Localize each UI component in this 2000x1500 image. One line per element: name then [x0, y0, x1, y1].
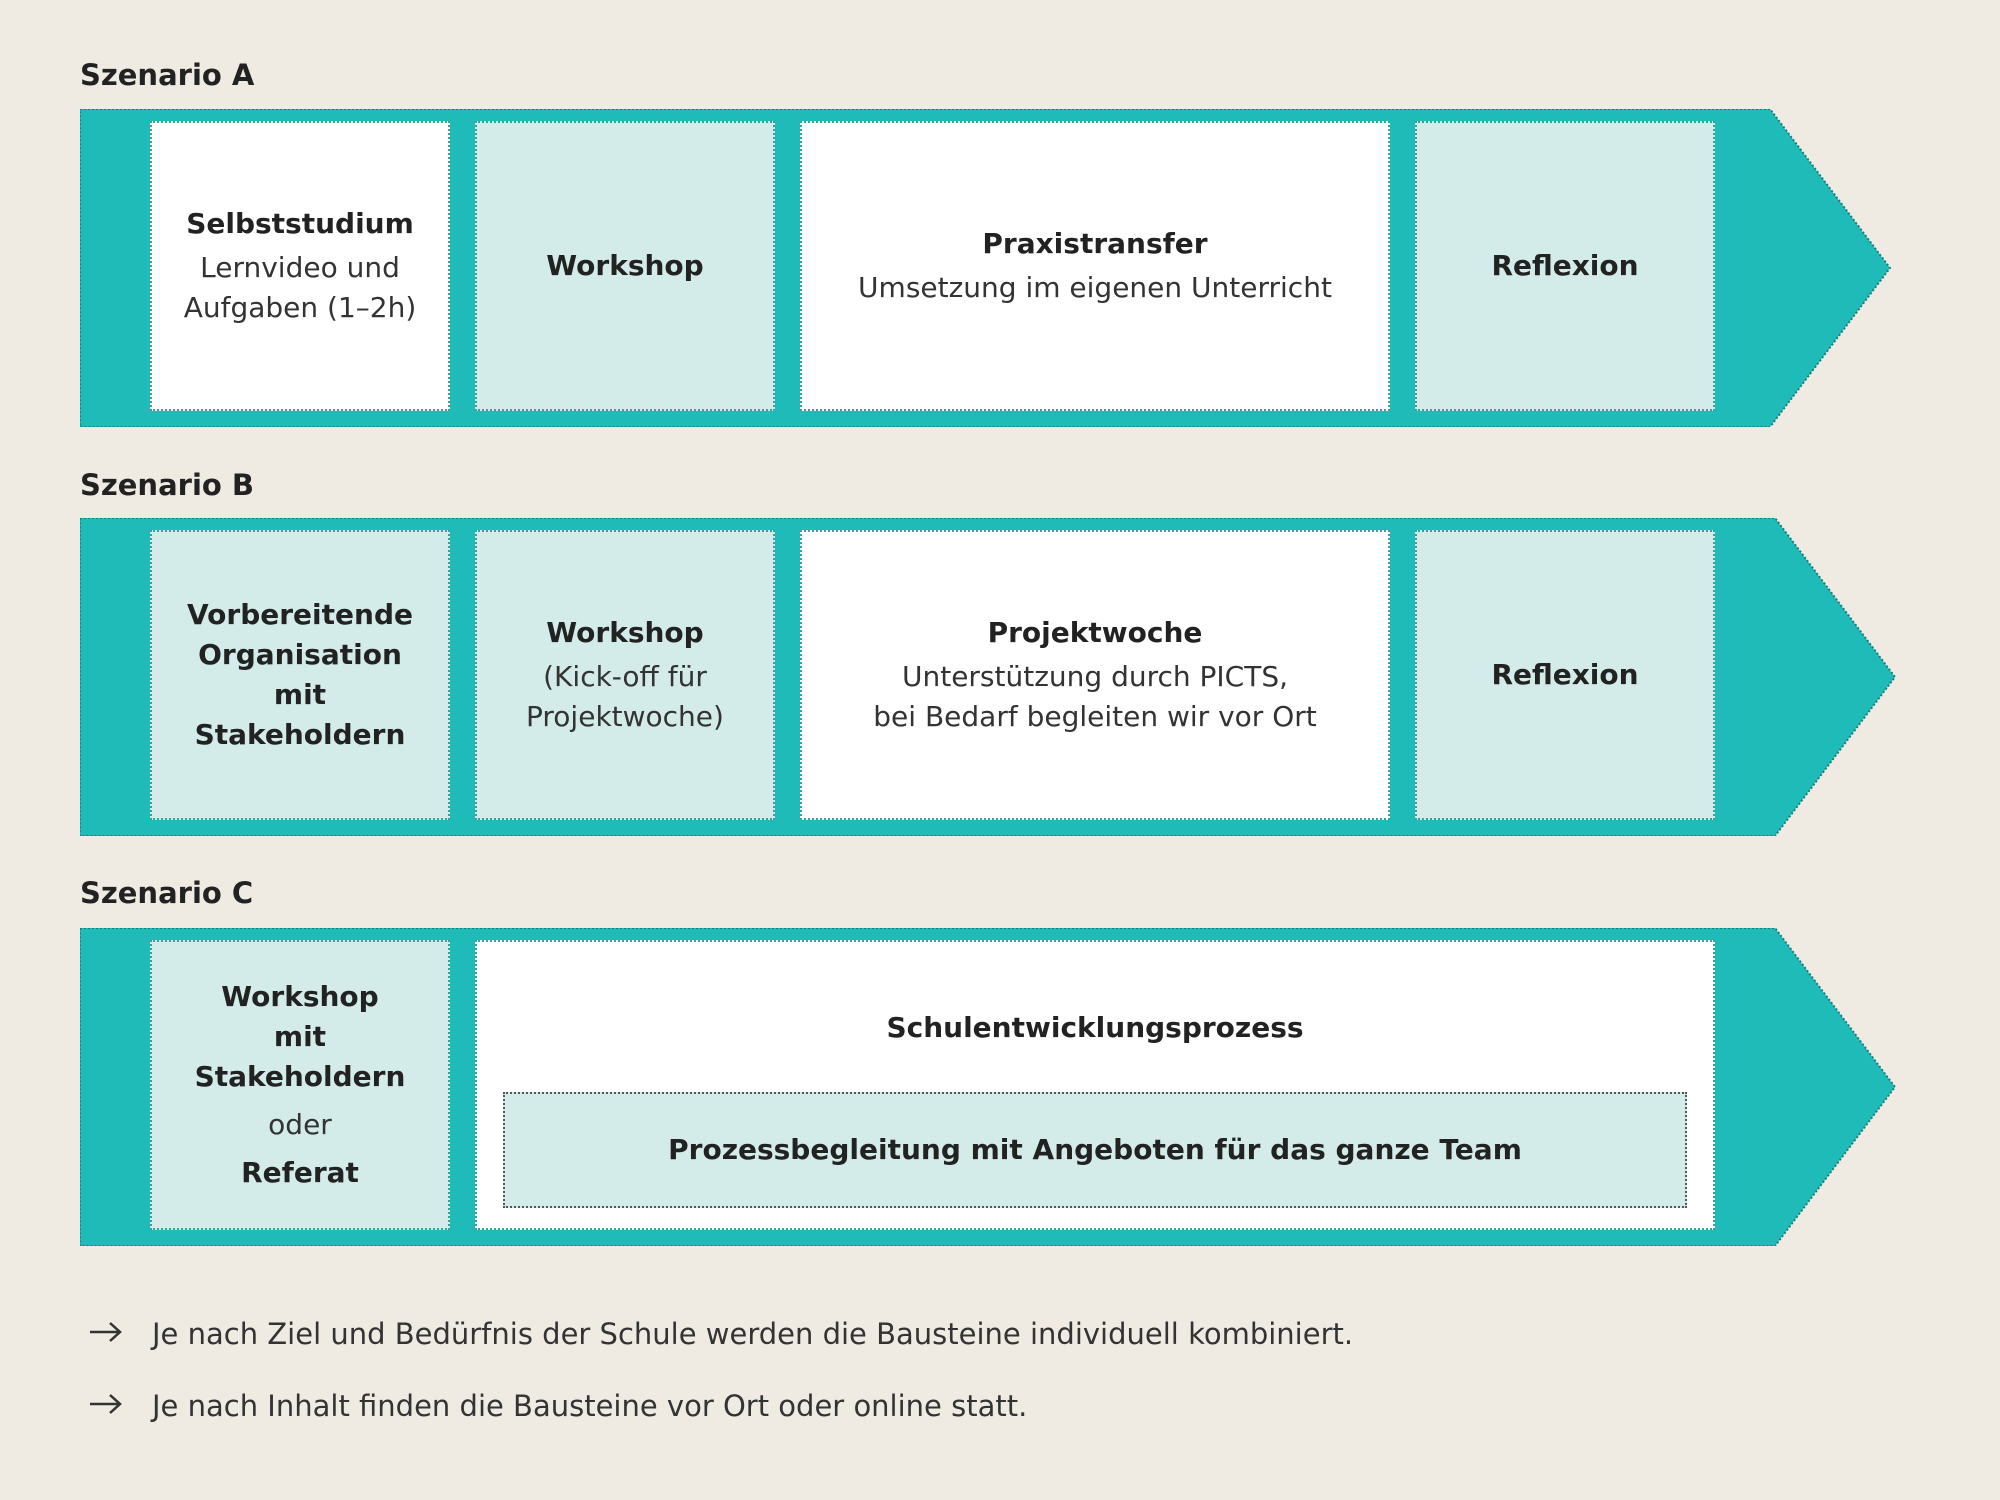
- block-title: Praxistransfer: [982, 227, 1208, 260]
- scenario-b-band: [80, 518, 1900, 836]
- block-vorbereitende-organisation: [150, 530, 450, 820]
- arrow-right-icon: [88, 1389, 132, 1423]
- scenario-c-band: [80, 928, 1900, 1246]
- block-title-alt: Referat: [241, 1156, 359, 1189]
- block-subtitle: Umsetzung im eigenen Unterricht: [858, 271, 1332, 304]
- arrow-right-icon: [88, 1317, 132, 1351]
- note-text: Je nach Ziel und Bedürfnis der Schule werden die Bausteine individuell kombiniert.: [152, 1317, 1354, 1351]
- block-title: Schulentwicklungsprozess: [886, 1011, 1304, 1044]
- block-title: Workshop: [546, 616, 704, 649]
- prozessbegleitung-box: [503, 1092, 1687, 1208]
- block-projektwoche: [800, 530, 1390, 820]
- scenario-b-title: Szenario B: [80, 468, 255, 502]
- block-title: Workshop: [546, 249, 704, 282]
- note-item: [88, 1389, 1027, 1423]
- block-title: Selbststudium: [186, 207, 414, 240]
- block-selbststudium: [150, 121, 450, 411]
- block-subtitle: (Kick-off für Projektwoche): [526, 660, 724, 733]
- note-text: Je nach Inhalt finden die Bausteine vor Ort oder online statt.: [152, 1389, 1028, 1423]
- block-workshop-stakeholdern: [150, 940, 450, 1230]
- block-workshop: [475, 121, 775, 411]
- block-praxistransfer: [800, 121, 1390, 411]
- prozessbegleitung-label: Prozessbegleitung mit Angeboten für das ganze Team: [668, 1133, 1522, 1166]
- block-title: Vorbereitende Organisation mit Stakeholdern: [187, 598, 413, 751]
- block-title: Reflexion: [1491, 658, 1639, 691]
- scenario-c-title: Szenario C: [80, 876, 254, 910]
- block-workshop-kickoff: [475, 530, 775, 820]
- scenario-a-title: Szenario A: [80, 58, 255, 92]
- block-reflexion: [1415, 530, 1715, 820]
- block-title: Workshop mit Stakeholdern: [194, 980, 406, 1093]
- block-title: Projektwoche: [987, 616, 1203, 649]
- block-title: Reflexion: [1491, 249, 1639, 282]
- block-subtitle: Unterstützung durch PICTS, bei Bedarf begleiten wir vor Ort: [873, 660, 1317, 733]
- block-reflexion: [1415, 121, 1715, 411]
- note-item: [88, 1317, 1353, 1351]
- scenario-a-band: [80, 109, 1900, 427]
- block-or-label: oder: [268, 1108, 332, 1141]
- block-subtitle: Lernvideo und Aufgaben (1–2h): [183, 251, 417, 324]
- block-schulentwicklungsprozess: [475, 940, 1715, 1230]
